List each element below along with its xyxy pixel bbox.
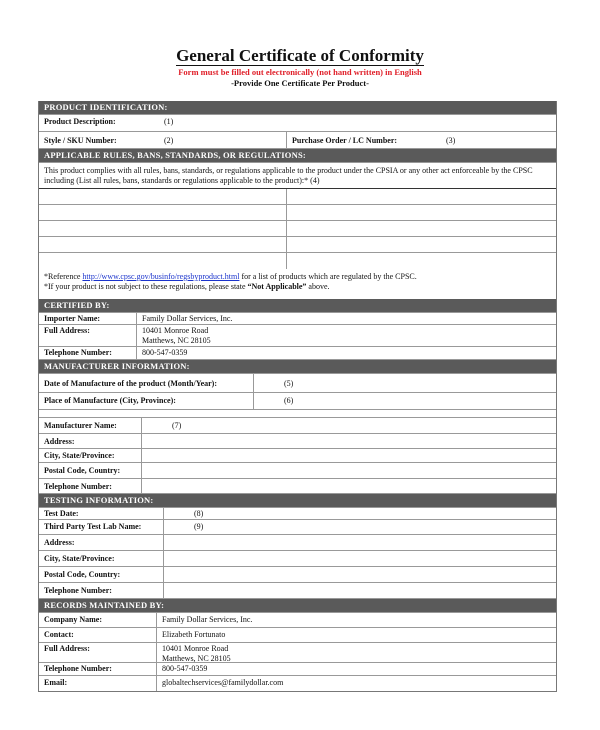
reference-note: *Reference http://www.cpsc.gov/businfo/regsbyproduct.html for a list of products which are regulated by the CPSC. *If your product is not subject to these regulations, please state “Not Applicable” above.	[44, 272, 417, 291]
records-email-label: Email:	[44, 678, 68, 687]
records-address-value: 10401 Monroe Road Matthews, NC 28105	[156, 643, 236, 662]
manufacturer-name-field[interactable]: (7)	[141, 418, 181, 433]
sku-field[interactable]: (2)	[164, 136, 174, 145]
rules-statement: This product complies with all rules, bans, standards, or regulations applicable to the product under the CPSIA or any other act enforceable by the CPSC including (List all rules, bans, standards or regulations applicable to the product):* (4)	[39, 163, 556, 189]
manufacturer-phone-label: Telephone Number:	[44, 482, 112, 491]
test-lab-address-field[interactable]	[163, 535, 556, 550]
rules-cell[interactable]	[39, 237, 286, 252]
records-contact-label: Contact:	[44, 630, 74, 639]
test-lab-postal-label: Postal Code, Country:	[44, 570, 121, 579]
manufacturer-information-header: MANUFACTURER INFORMATION:	[39, 360, 556, 374]
manufacturer-city-label: City, State/Province:	[44, 451, 115, 460]
spacer-row	[39, 410, 556, 418]
records-company-value: Family Dollar Services, Inc.	[156, 613, 257, 627]
manufacturer-postal-field[interactable]	[141, 463, 556, 478]
rules-cell[interactable]	[286, 253, 556, 269]
test-lab-postal-field[interactable]	[163, 567, 556, 582]
test-lab-city-label: City, State/Province:	[44, 554, 115, 563]
records-phone-label: Telephone Number:	[44, 664, 112, 673]
manufacturer-address-label: Address:	[44, 437, 75, 446]
sku-label: Style / SKU Number:	[44, 136, 117, 145]
certified-by-header: CERTIFIED BY:	[39, 299, 556, 313]
applicable-rules-header: APPLICABLE RULES, BANS, STANDARDS, OR REGULATIONS:	[39, 149, 556, 163]
manufacture-place-field[interactable]: (6)	[253, 393, 293, 409]
manufacturer-phone-field[interactable]	[141, 479, 556, 493]
test-lab-city-field[interactable]	[163, 551, 556, 566]
testing-information-header: TESTING INFORMATION:	[39, 494, 556, 508]
records-phone-value: 800-547-0359	[156, 663, 212, 675]
subtitle: -Provide One Certificate Per Product-	[231, 78, 369, 88]
importer-phone-value: 800-547-0359	[136, 347, 192, 359]
manufacture-place-label: Place of Manufacture (City, Province):	[44, 396, 176, 405]
test-lab-phone-field[interactable]	[163, 583, 556, 598]
product-description-row	[39, 115, 556, 132]
certificate-form	[38, 101, 557, 692]
test-date-label: Test Date:	[44, 509, 79, 518]
rules-cell[interactable]	[286, 237, 556, 252]
manufacturer-postal-label: Postal Code, Country:	[44, 466, 121, 475]
rules-cell[interactable]	[286, 221, 556, 236]
importer-address-value: 10401 Monroe Road Matthews, NC 28105	[136, 325, 216, 346]
records-address-label: Full Address:	[44, 644, 90, 653]
test-lab-address-label: Address:	[44, 538, 75, 547]
test-lab-label: Third Party Test Lab Name:	[44, 522, 142, 531]
cpsc-link[interactable]: http://www.cpsc.gov/businfo/regsbyproduct.html	[82, 272, 240, 281]
manufacturer-city-field[interactable]	[141, 449, 556, 462]
importer-phone-label: Telephone Number:	[44, 348, 112, 357]
rules-cell[interactable]	[286, 205, 556, 220]
test-lab-field[interactable]: (9)	[163, 520, 203, 534]
electronic-warning: Form must be filled out electronically (not hand written) in English	[178, 67, 422, 77]
importer-address-label: Full Address:	[44, 326, 90, 335]
records-contact-value: Elizabeth Fortunato	[156, 628, 230, 642]
rules-cell[interactable]	[286, 189, 556, 204]
records-company-label: Company Name:	[44, 615, 102, 624]
importer-value: Family Dollar Services, Inc.	[136, 313, 237, 324]
rules-cell[interactable]	[39, 253, 286, 269]
product-identification-header: PRODUCT IDENTIFICATION:	[39, 101, 556, 115]
manufacturer-address-field[interactable]	[141, 434, 556, 448]
records-email-value: globaltechservices@familydollar.com	[156, 676, 288, 691]
manufacture-date-label: Date of Manufacture of the product (Month/Year):	[44, 379, 218, 388]
importer-label: Importer Name:	[44, 314, 101, 323]
rules-cell[interactable]	[39, 189, 286, 204]
records-maintained-header: RECORDS MAINTAINED BY:	[39, 599, 556, 613]
product-description-field[interactable]: (1)	[164, 117, 174, 126]
sku-po-row	[39, 132, 556, 149]
rules-cell[interactable]	[39, 221, 286, 236]
page-title: General Certificate of Conformity	[176, 46, 424, 65]
manufacture-date-field[interactable]: (5)	[253, 374, 293, 392]
po-label: Purchase Order / LC Number:	[286, 132, 441, 148]
product-description-label: Product Description:	[44, 117, 116, 126]
po-field[interactable]: (3)	[446, 136, 456, 145]
rules-grid	[39, 189, 556, 269]
rules-cell[interactable]	[39, 205, 286, 220]
test-lab-phone-label: Telephone Number:	[44, 586, 112, 595]
manufacturer-name-label: Manufacturer Name:	[44, 421, 117, 430]
test-date-field[interactable]: (8)	[163, 508, 203, 519]
